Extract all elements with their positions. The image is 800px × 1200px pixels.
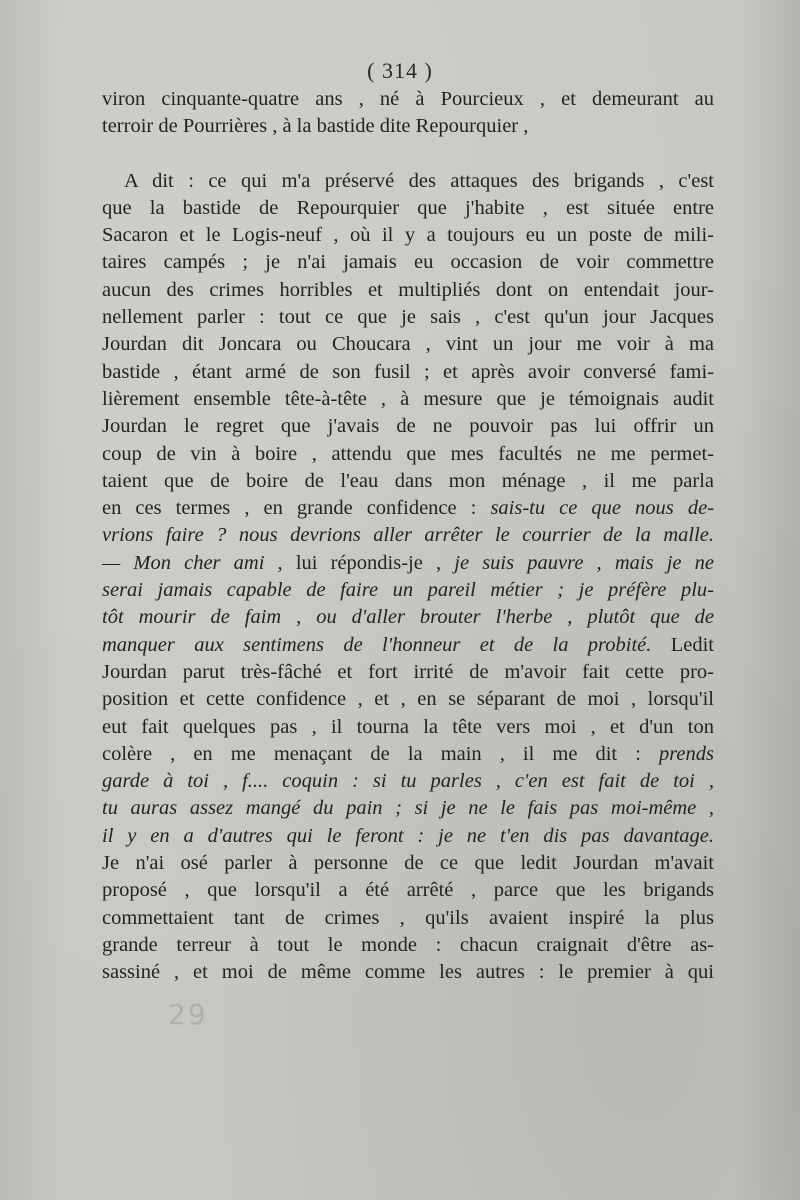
text-line [102, 168, 714, 195]
text-span: Jourdan dit Joncara ou Choucara , vint un jour me voir à ma [102, 333, 714, 356]
text-span: taient que de boire de l'eau dans mon ménage , il me parla [102, 469, 714, 492]
text-span: eut fait quelques pas , il tourna la tête vers moi , et d'un ton [102, 715, 714, 738]
text-line [102, 413, 714, 440]
italic-text-span: vrions faire ? nous devrions aller arrêter le courrier de la malle. [102, 524, 714, 547]
pencil-annotation: 29 [168, 998, 208, 1031]
text-line [102, 632, 714, 659]
text-span: position et cette confidence , et , en se séparant de moi , lorsqu'il [102, 688, 714, 711]
italic-text-span: sais-tu ce que nous de- [490, 497, 714, 520]
text-span: coup de vin à boire , attendu que mes facultés ne me permet- [102, 442, 714, 465]
text-line [102, 441, 714, 468]
italic-text-span: tu auras assez mangé du pain ; si je ne le fais pas moi-même , [102, 797, 714, 820]
text-span: sassiné , et moi de même comme les autres : le premier à qui [102, 961, 714, 984]
text-span: viron cinquante-quatre ans , né à Pourcieux , et demeurant au [102, 88, 714, 110]
text-line [102, 714, 714, 741]
text-line [102, 304, 714, 331]
text-span: nellement parler : tout ce que je sais , c'est qu'un jour Jacques [102, 306, 714, 329]
italic-text-span: manquer aux sentimens de l'honneur et de la probité. [102, 633, 652, 656]
text-line [102, 850, 714, 877]
text-line [102, 249, 714, 276]
text-span: Jourdan le regret que j'avais de ne pouvoir pas lui offrir un [102, 415, 714, 438]
text-span: lièrement ensemble tête-à-tête , à mesure que je témoignais audit [102, 387, 714, 410]
text-span: que la bastide de Repourquier que j'habite , est située entre [102, 196, 714, 219]
text-line [102, 195, 714, 222]
italic-text-span: serai jamais capable de faire un pareil métier ; je préfère plu- [102, 579, 714, 602]
text-line [102, 905, 714, 932]
text-span: Ledit [651, 633, 714, 656]
text-line [102, 768, 714, 795]
text-line [102, 604, 714, 631]
italic-text-span: il y en a d'autres qui le feront : je ne t'en dis pas davantage. [102, 824, 714, 847]
text-span: colère , en me menaçant de la main , il me dit : [102, 742, 659, 765]
page-number: ( 314 ) [367, 58, 433, 83]
italic-text-span: garde à toi , f.... coquin : si tu parles , c'en est fait de toi , [102, 770, 714, 793]
italic-text-span: je suis pauvre , mais je ne [454, 551, 714, 574]
text-span: Jourdan parut très-fâché et fort irrité de m'avoir fait cette pro- [102, 660, 714, 683]
text-line [102, 495, 714, 522]
text-line [102, 386, 714, 413]
text-span: aucun des crimes horribles et multipliés dont on entendait jour- [102, 278, 714, 301]
text-line [102, 932, 714, 959]
text-line [102, 877, 714, 904]
text-span: Je n'ai osé parler à personne de ce que ledit Jourdan m'avait [102, 852, 714, 875]
text-span: grande terreur à tout le monde : chacun craignait d'être as- [102, 933, 714, 956]
text-line [102, 359, 714, 386]
text-line [102, 686, 714, 713]
text-span: terroir de Pourrières , à la bastide dite Repourquier , [102, 115, 529, 138]
italic-text-span: prends [658, 742, 714, 765]
text-span: bastide , étant armé de son fusil ; et après avoir conversé fami- [102, 360, 714, 383]
text-line [102, 741, 714, 768]
italic-text-span: — Mon cher ami , [102, 551, 283, 574]
text-line [102, 222, 714, 249]
text-span: Sacaron et le Logis-neuf , où il y a toujours eu un poste de mili- [102, 224, 714, 247]
text-line [102, 550, 714, 577]
text-line [102, 795, 714, 822]
text-span: commettaient tant de crimes , qu'ils avaient inspiré la plus [102, 906, 714, 929]
italic-text-span: tôt mourir de faim , ou d'aller brouter l'herbe , plutôt que de [102, 606, 714, 629]
text-line [102, 577, 714, 604]
text-line [102, 113, 714, 140]
text-line [102, 522, 714, 549]
text-span: lui répondis-je , [282, 551, 455, 574]
body-text [102, 86, 714, 987]
text-line [102, 659, 714, 686]
text-span: proposé , que lorsqu'il a été arrêté , parce que les brigands [102, 879, 714, 902]
text-line [102, 959, 714, 986]
text-span: A dit : ce qui m'a préservé des attaques des brigands , c'est [124, 169, 714, 192]
text-line [102, 86, 714, 113]
text-line [102, 277, 714, 304]
text-span: taires campés ; je n'ai jamais eu occasion de voir commettre [102, 251, 714, 274]
text-span: en ces termes , en grande confidence : [102, 497, 491, 520]
text-line [102, 331, 714, 358]
text-line [102, 468, 714, 495]
text-line [102, 823, 714, 850]
